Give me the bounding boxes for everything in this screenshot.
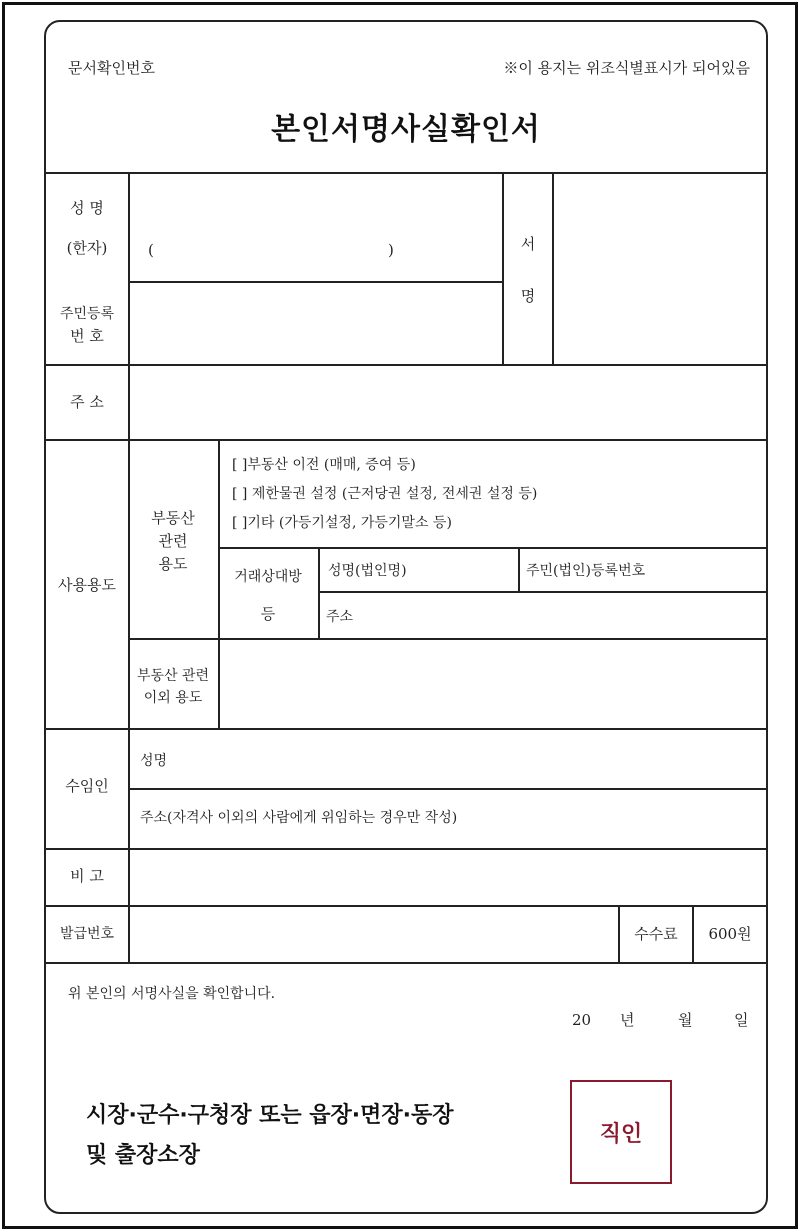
rule: [218, 547, 766, 549]
signature-label: 서: [520, 235, 536, 253]
rule: [502, 172, 504, 366]
option-transfer[interactable]: [ ]부동산 이전 (매매, 증여 등): [232, 457, 416, 473]
other-usage-label-2: 이외 용도: [143, 690, 203, 706]
rule: [518, 547, 520, 593]
confirmation-statement: 위 본인의 서명사실을 확인합니다.: [68, 986, 276, 1002]
delegate-address-label: 주소(자격사 이외의 사람에게 위임하는 경우만 작성): [140, 810, 458, 826]
real-estate-label-3: 용도: [158, 555, 188, 573]
name-label: 성 명: [70, 199, 104, 217]
doc-number-label: 문서확인번호: [68, 59, 155, 77]
rule: [128, 281, 504, 283]
real-estate-label-2: 관련: [158, 532, 188, 550]
hanja-open-paren: (: [148, 241, 154, 259]
rule: [46, 728, 766, 730]
address-label: 주 소: [70, 393, 104, 411]
fee-value: 600원: [708, 925, 752, 943]
signature-label-2: 명: [520, 287, 536, 305]
rule: [318, 547, 320, 640]
delegate-label: 수임인: [65, 777, 109, 795]
issue-number-label: 발급번호: [59, 926, 115, 942]
rule: [46, 439, 766, 441]
date-year: 20: [572, 1011, 592, 1029]
rule: [552, 172, 554, 366]
option-other[interactable]: [ ]기타 (가등기설정, 가등기말소 등): [232, 515, 452, 531]
date-month-unit: 월: [678, 1011, 693, 1029]
fee-label: 수수료: [634, 925, 678, 943]
rule: [128, 638, 766, 640]
counterparty-label-2: 등: [260, 605, 276, 623]
official-seal-box: [570, 1080, 672, 1184]
corp-reg-number-label: 주민(법인)등록번호: [526, 563, 646, 579]
rule: [46, 848, 766, 850]
resident-number-label: 주민등록: [59, 306, 115, 322]
counterparty-label: 거래상대방: [234, 569, 302, 585]
corp-name-label: 성명(법인명): [328, 563, 407, 579]
forgery-notice: ※이 용지는 위조식별표시가 되어있음: [503, 59, 750, 77]
counterparty-address-label: 주소: [326, 609, 354, 625]
remarks-label: 비 고: [70, 867, 104, 885]
rule: [46, 364, 766, 366]
rule: [46, 172, 766, 174]
option-limited-rights[interactable]: [ ] 제한물권 설정 (근저당권 설정, 전세권 설정 등): [232, 486, 538, 502]
resident-number-label-2: 번 호: [70, 327, 104, 345]
rule: [46, 962, 766, 964]
date-year-unit: 년: [620, 1011, 635, 1029]
authority-block: [86, 1096, 454, 1176]
rule: [128, 788, 766, 790]
other-usage-label: 부동산 관련: [136, 668, 210, 684]
authority-line-1: 시장·군수·구청장 또는 읍장·면장·동장: [86, 1103, 454, 1128]
usage-label: 사용용도: [58, 576, 116, 594]
hanja-close-paren: ): [388, 241, 394, 259]
rule: [46, 905, 766, 907]
rule: [318, 591, 766, 593]
date-day-unit: 일: [734, 1011, 749, 1029]
signature-confirmation-form: [44, 20, 768, 1214]
delegate-name-label: 성명: [140, 753, 168, 769]
hanja-label: (한자): [66, 239, 108, 257]
seal-label: 직인: [599, 1121, 643, 1147]
real-estate-label: 부동산: [151, 509, 195, 527]
form-title: 본인서명사실확인서: [271, 112, 541, 147]
authority-line-2: 및 출장소장: [86, 1143, 200, 1168]
